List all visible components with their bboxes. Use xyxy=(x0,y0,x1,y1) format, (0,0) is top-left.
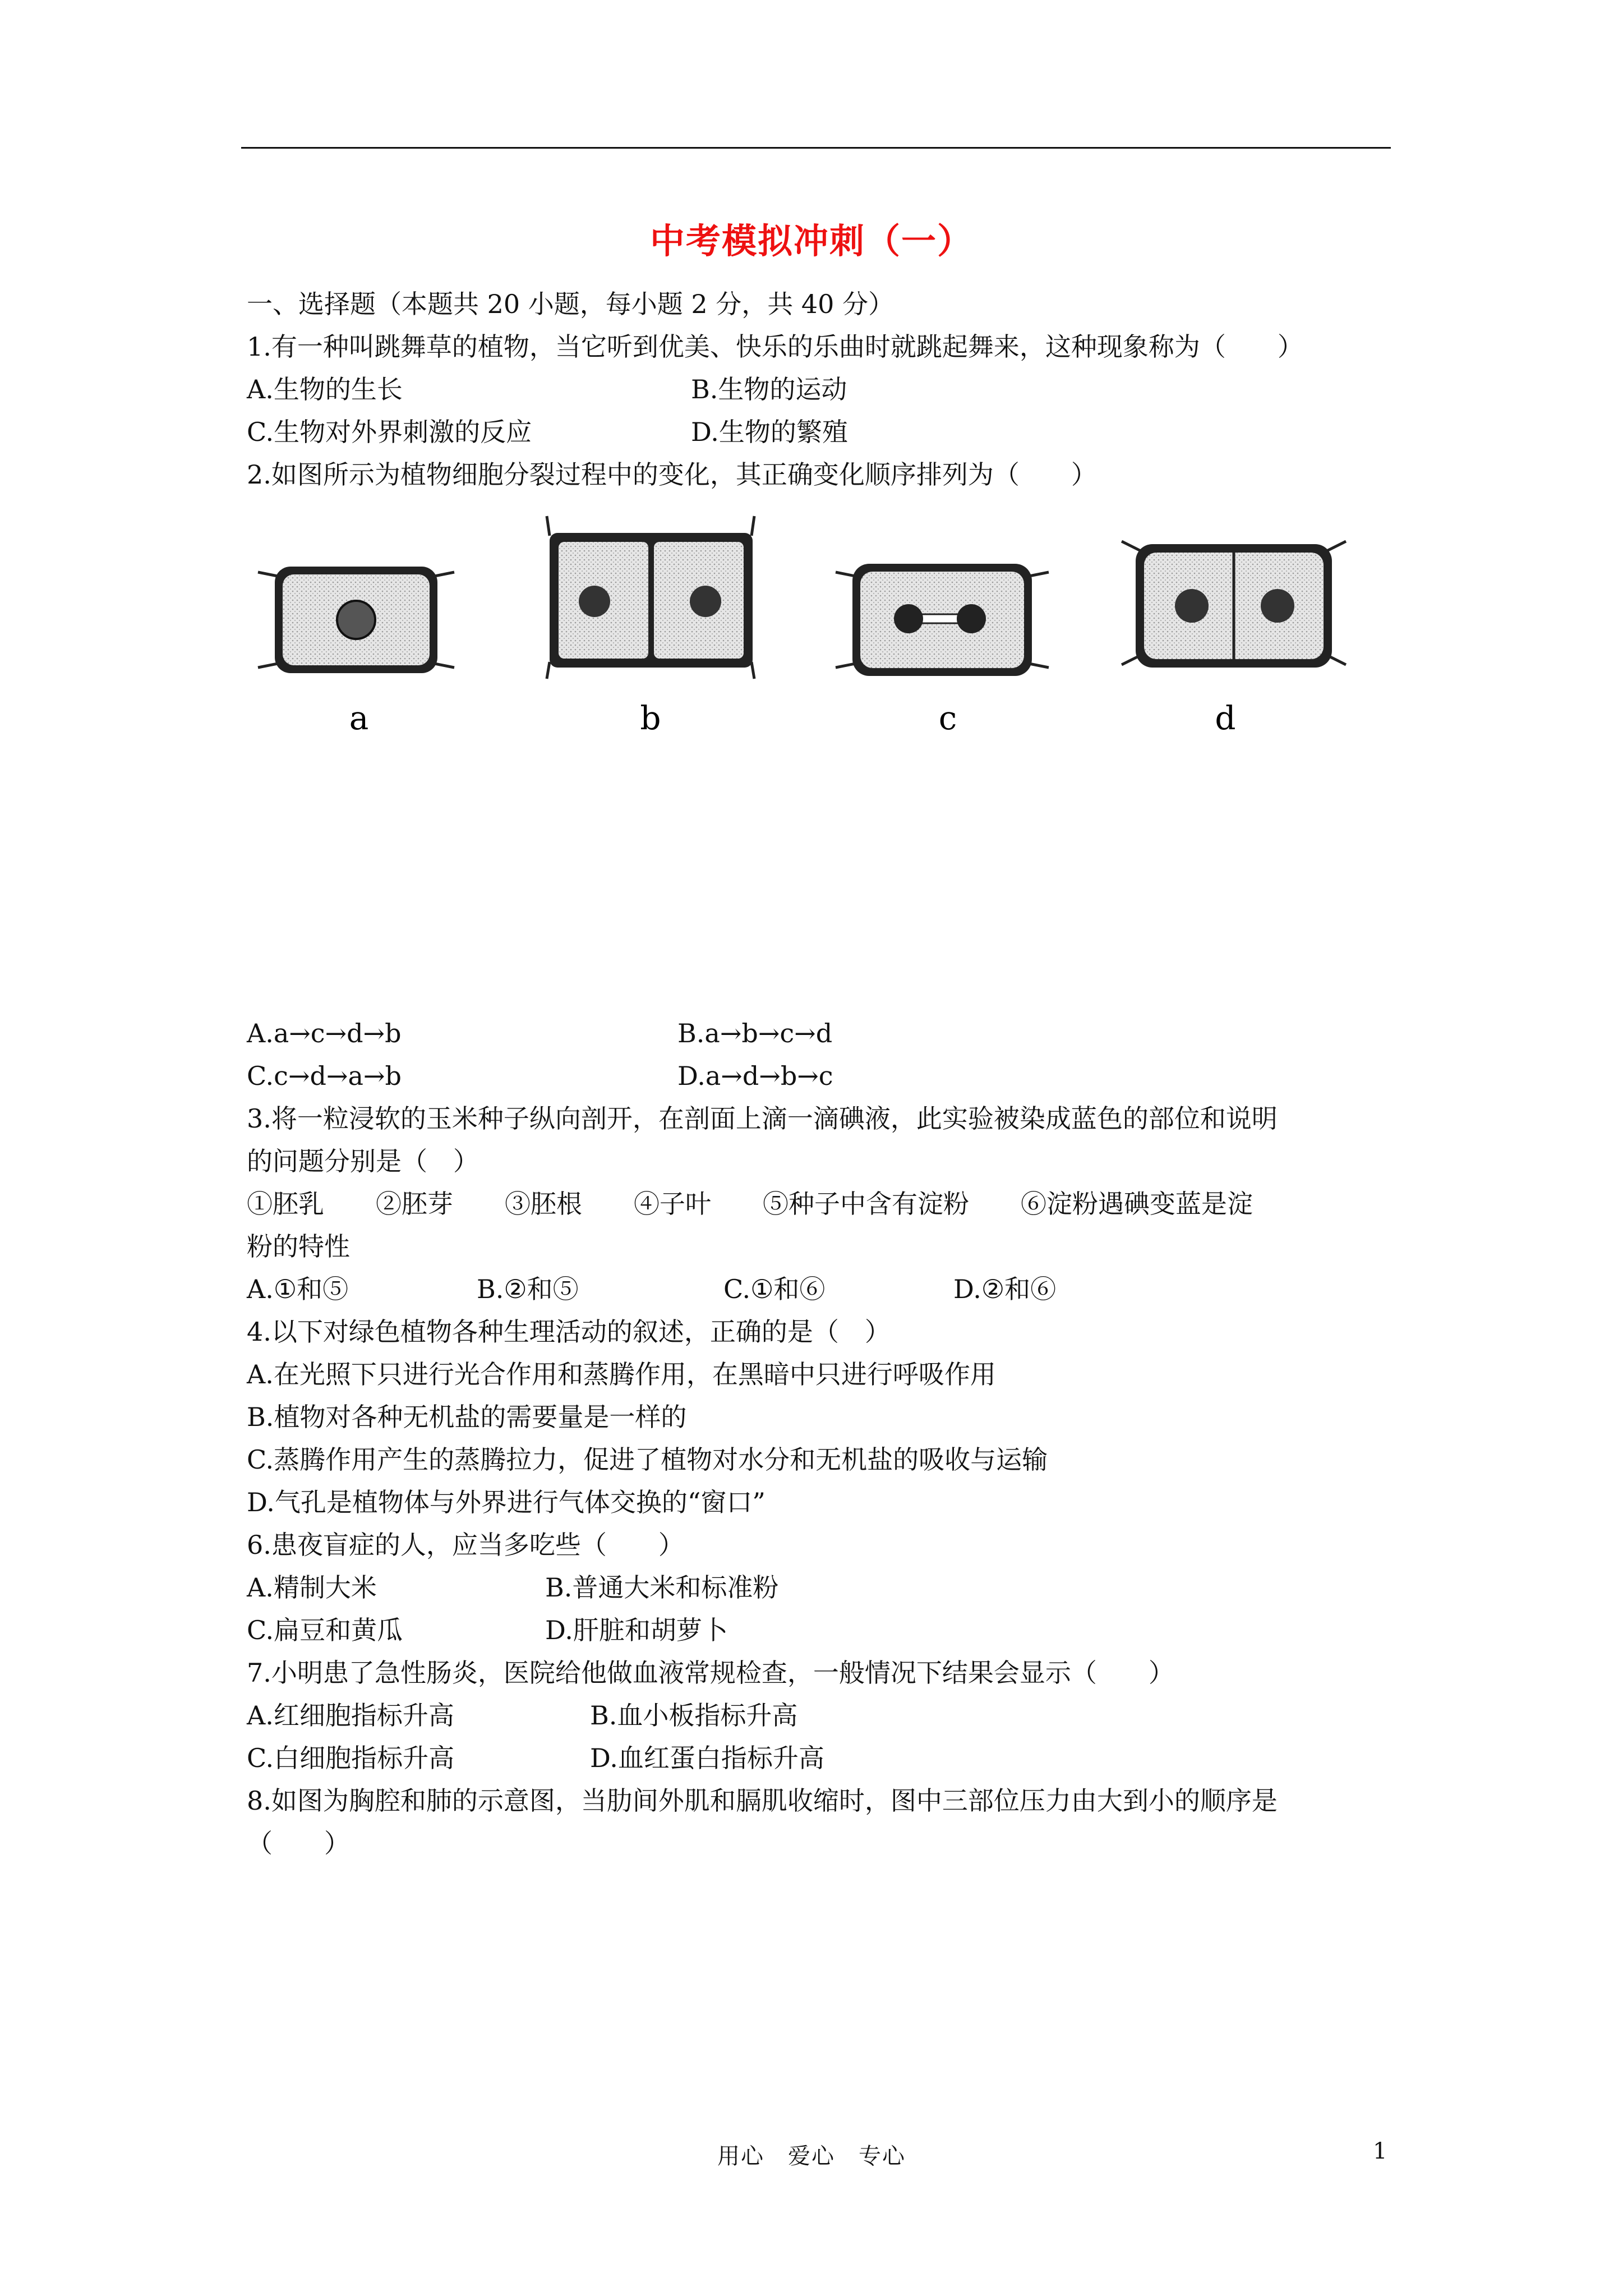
page-title: 中考模拟冲刺（一） xyxy=(649,220,973,261)
q4-option-b: B.植物对各种无机盐的需要量是一样的 xyxy=(247,1402,687,1432)
q2-option-c: C.c→d→a→b xyxy=(247,1061,402,1091)
q6-option-d: D.肝脏和胡萝卜 xyxy=(545,1615,728,1645)
q4-option-a: A.在光照下只进行光合作用和蒸腾作用，在黑暗中只进行呼吸作用 xyxy=(247,1359,996,1389)
q8-stem-1: 8.如图为胸腔和肺的示意图，当肋间外肌和膈肌收缩时，图中三部位压力由大到小的顺序是 xyxy=(247,1786,1278,1816)
q2-stem: 2.如图所示为植物细胞分裂过程中的变化，其正确变化顺序排列为（ ） xyxy=(247,459,1097,490)
label-d: d xyxy=(1215,699,1236,737)
label-b: b xyxy=(640,699,661,737)
q6-option-b: B.普通大米和标准粉 xyxy=(545,1572,779,1603)
q3-stem-1: 3.将一粒浸软的玉米种子纵向剖开，在剖面上滴一滴碘液，此实验被染成蓝色的部位和说明 xyxy=(247,1103,1278,1134)
q2-option-d: D.a→d→b→c xyxy=(677,1061,833,1091)
page-footer: 用心 爱心 专心 xyxy=(717,2143,906,2169)
label-c: c xyxy=(938,699,957,737)
q6-stem: 6.患夜盲症的人，应当多吃些（ ） xyxy=(247,1530,684,1560)
q8-stem-2: （ ） xyxy=(247,1828,350,1858)
q3-items-1: ①胚乳 ②胚芽 ③胚根 ④子叶 ⑤种子中含有淀粉 ⑥淀粉遇碘变蓝是淀 xyxy=(247,1189,1253,1219)
q2-option-a: A.a→c→d→b xyxy=(247,1018,402,1048)
page-number: 1 xyxy=(1373,2138,1387,2164)
q6-option-a: A.精制大米 xyxy=(247,1572,377,1603)
section-heading: 一、选择题（本题共 20 小题，每小题 2 分，共 40 分） xyxy=(247,289,895,319)
cell-b xyxy=(547,516,754,679)
q3-option-b: B.②和⑤ xyxy=(477,1274,579,1304)
q1-option-b: B.生物的运动 xyxy=(691,374,847,404)
q7-option-c: C.白细胞指标升高 xyxy=(247,1743,455,1773)
cell-division-figure xyxy=(247,505,1368,752)
q1-option-c: C.生物对外界刺激的反应 xyxy=(247,417,532,447)
q1-stem: 1.有一种叫跳舞草的植物，当它听到优美、快乐的乐曲时就跳起舞来，这种现象称为（ ） xyxy=(247,332,1303,362)
q3-items-2: 粉的特性 xyxy=(247,1231,350,1262)
q4-option-d: D.气孔是植物体与外界进行气体交换的“窗口” xyxy=(247,1487,766,1517)
header-rule xyxy=(241,147,1391,149)
label-a: a xyxy=(349,699,369,737)
q7-option-d: D.血红蛋白指标升高 xyxy=(590,1743,824,1773)
q7-option-b: B.血小板指标升高 xyxy=(590,1700,798,1731)
cell-c xyxy=(836,564,1049,676)
q1-option-a: A.生物的生长 xyxy=(247,374,403,404)
q1-option-d: D.生物的繁殖 xyxy=(691,417,848,447)
q6-option-c: C.扁豆和黄瓜 xyxy=(247,1615,403,1645)
q3-option-a: A.①和⑤ xyxy=(247,1274,349,1304)
q3-stem-2: 的问题分别是（ ） xyxy=(247,1146,479,1176)
q7-stem: 7.小明患了急性肠炎，医院给他做血液常规检查，一般情况下结果会显示（ ） xyxy=(247,1658,1174,1688)
q3-option-c: C.①和⑥ xyxy=(723,1274,826,1304)
q4-stem: 4.以下对绿色植物各种生理活动的叙述，正确的是（ ） xyxy=(247,1317,891,1347)
cell-a xyxy=(258,567,454,673)
q4-option-c: C.蒸腾作用产生的蒸腾拉力，促进了植物对水分和无机盐的吸收与运输 xyxy=(247,1444,1048,1475)
q7-option-a: A.红细胞指标升高 xyxy=(247,1700,454,1731)
cell-d xyxy=(1122,541,1346,668)
q3-option-d: D.②和⑥ xyxy=(953,1274,1057,1304)
q2-option-b: B.a→b→c→d xyxy=(677,1018,833,1048)
